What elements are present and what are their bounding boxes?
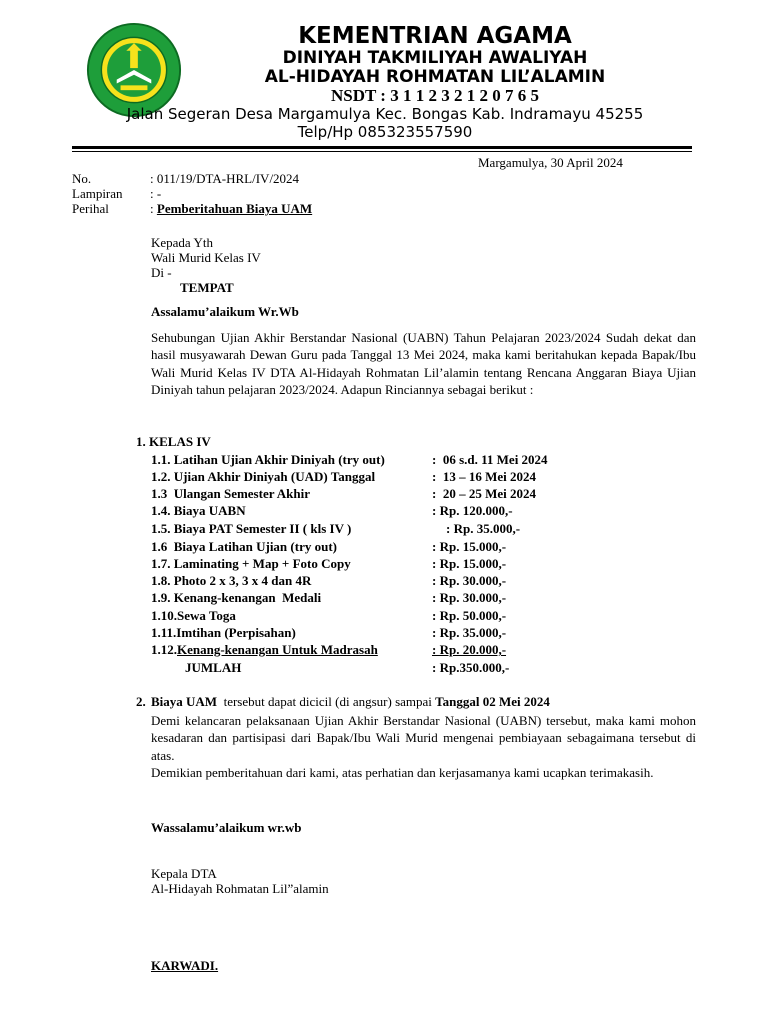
item-label: 1.5. Biaya PAT Semester II ( kls IV ): [151, 521, 352, 536]
paragraph-2: Demi kelancaran pelaksanaan Ujian Akhir Berstandar Nasional (UABN) tersebut, maka kami mohon kesadaran dan partisipasi dari Bapak/Ibu Wali Murid mengenai pembiayaan sebagaimana tersebut di atas.: [151, 713, 696, 763]
section-1-title: 1. KELAS IV: [136, 434, 211, 449]
place-date: Margamulya, 30 April 2024: [478, 155, 623, 170]
meta-perihal: [150, 201, 312, 217]
school-name: AL-HIDAYAH ROHMATAN LIL’ALAMIN: [264, 67, 606, 87]
meta-no-value: : 011/19/DTA-HRL/IV/2024: [150, 171, 300, 186]
greeting: Assalamu’alaikum Wr.Wb: [151, 304, 299, 319]
item-label-row: [151, 642, 378, 658]
total-value: : Rp.350.000,-: [432, 660, 510, 675]
item-label: 1.8. Photo 2 x 3, 3 x 4 dan 4R: [151, 573, 312, 588]
paragraph-3: Demikian pemberitahuan dari kami, atas perhatian dan kerjasamanya kami ucapkan terimakasih.: [151, 765, 654, 780]
item-label: 1.9. Kenang-kenangan Medali: [151, 590, 322, 605]
item-value: : Rp. 20.000,-: [432, 642, 507, 657]
item-value: : Rp. 15.000,-: [432, 556, 507, 571]
meta-perihal-prefix: :: [150, 201, 157, 216]
section-2-bold-1: Biaya UAM: [151, 694, 218, 709]
meta-lampiran-value: : -: [150, 186, 162, 201]
signer-name: KARWADI.: [151, 958, 219, 973]
item-label-prefix: 1.12.: [151, 642, 177, 657]
ministry-title: KEMENTRIAN AGAMA: [298, 23, 572, 49]
intro-paragraph: Sehubungan Ujian Akhir Berstandar Nasional (UABN) Tahun Pelajaran 2023/2024 Sudah dekat dan hasil musyawarah Dewan Guru pada Tanggal 13 Mei 2024, maka kami beritahukan kepada Bapak/Ibu Wali Murid Kelas IV DTA Al-Hidayah Rohmatan Lil’alamin tentang Rencana Anggaran Biaya Ujian Diniyah tahun pelajaran 2023/2024. Adapun Rinciannya sebagai berikut :: [151, 330, 696, 398]
signer-title: Kepala DTA: [151, 866, 217, 881]
item-label: 1.10.Sewa Toga: [151, 608, 236, 623]
item-label: 1.2. Ujian Akhir Diniyah (UAD) Tanggal: [151, 469, 376, 484]
school-type: DINIYAH TAKMILIYAH AWALIYAH: [282, 48, 588, 68]
item-value: : Rp. 120.000,-: [432, 503, 513, 518]
item-value: : Rp. 35.000,-: [446, 521, 521, 536]
item-value: : Rp. 30.000,-: [432, 573, 507, 588]
header-rule-thick: [72, 146, 692, 149]
section-2-number: 2.: [136, 694, 146, 709]
meta-perihal-value: Pemberitahuan Biaya UAM: [156, 201, 313, 216]
item-label: 1.4. Biaya UABN: [151, 503, 246, 518]
item-value: : Rp. 15.000,-: [432, 539, 507, 554]
item-label: 1.7. Laminating + Map + Foto Copy: [151, 556, 351, 571]
item-value: : 20 – 25 Mei 2024: [432, 486, 536, 501]
item-value: : Rp. 50.000,-: [432, 608, 507, 623]
total-label: JUMLAH: [185, 660, 242, 675]
signer-organization: Al-Hidayah Rohmatan Lil”alamin: [151, 881, 329, 896]
header-rule-thin: [72, 151, 692, 152]
school-phone: Telp/Hp 085323557590: [297, 123, 473, 141]
item-label: 1.6 Biaya Latihan Ujian (try out): [151, 539, 337, 554]
meta-lampiran-label: Lampiran: [72, 186, 123, 201]
recipient-line-2: Wali Murid Kelas IV: [151, 250, 261, 265]
item-value: : 13 – 16 Mei 2024: [432, 469, 536, 484]
item-label: 1.11.Imtihan (Perpisahan): [151, 625, 296, 640]
item-value: : 06 s.d. 11 Mei 2024: [432, 452, 548, 467]
item-value: : Rp. 30.000,-: [432, 590, 507, 605]
item-label: 1.3 Ulangan Semester Akhir: [151, 486, 311, 501]
section-2-text: tersebut dapat dicicil (di angsur) sampai: [217, 694, 436, 709]
meta-perihal-label: Perihal: [72, 201, 109, 216]
item-label: Kenang-kenangan Untuk Madrasah: [177, 642, 378, 657]
section-2-line: [151, 694, 550, 710]
recipient-place: TEMPAT: [180, 280, 234, 295]
school-address: Jalan Segeran Desa Margamulya Kec. Bongas Kab. Indramayu 45255: [126, 105, 644, 123]
meta-no-label: No.: [72, 171, 92, 186]
recipient-line-3: Di -: [151, 265, 172, 280]
item-value: : Rp. 35.000,-: [432, 625, 507, 640]
closing-greeting: Wassalamu’alaikum wr.wb: [151, 820, 302, 835]
nsdt-number: NSDT : 3 1 1 2 3 2 1 2 0 7 6 5: [331, 86, 539, 105]
item-label: 1.1. Latihan Ujian Akhir Diniyah (try out): [151, 452, 385, 467]
recipient-line-1: Kepada Yth: [151, 235, 213, 250]
section-2-bold-2: Tanggal 02 Mei 2024: [435, 694, 550, 709]
